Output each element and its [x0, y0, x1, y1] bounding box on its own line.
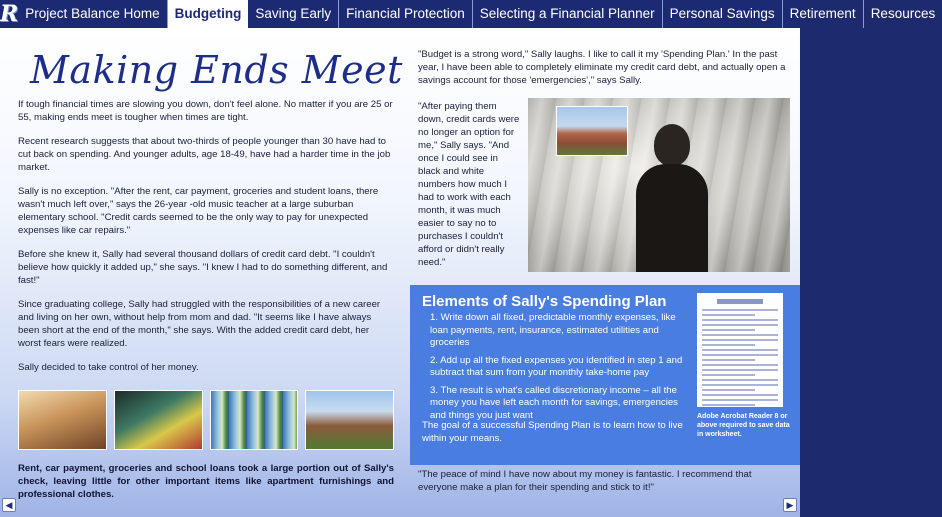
worksheet-line	[702, 384, 778, 386]
paragraph: Since graduating college, Sally had struggled with the responsibilities of a new career and living on her own, without help from mom and dad. "It seems like I have always been short at the end of the month," she says. With the added credit card debt, her worst fears were realized.	[18, 299, 381, 349]
apartment-photo	[18, 390, 107, 450]
paragraph: Recent research suggests that about two-thirds of people younger than 30 have had to cut back on spending. And younger adults, age 18-49, have had a harder time in the job market.	[18, 136, 391, 173]
nav-item-saving-early[interactable]: Saving Early	[248, 0, 339, 28]
adobe-reader-note: Adobe Acrobat Reader 8 or above required to save data in worksheet.	[697, 413, 790, 438]
silhouette-head	[654, 124, 690, 166]
worksheet-line	[702, 324, 778, 326]
plan-goal: The goal of a successful Spending Plan is to learn how to live within your means.	[422, 420, 683, 444]
plan-steps	[430, 312, 688, 427]
nav-item-selecting-planner[interactable]: Selecting a Financial Planner	[473, 0, 663, 28]
worksheet-line	[702, 334, 778, 336]
worksheet-line	[702, 359, 755, 361]
photo-caption: Rent, car payment, groceries and school loans took a large portion out of Sally's check, leaving little for other important items like apartment furnishings and professional clothes.	[18, 463, 394, 500]
campus-photo	[305, 390, 394, 450]
nav-item-budgeting[interactable]: Budgeting	[168, 0, 249, 28]
nav-items	[18, 0, 942, 28]
nav-item-personal-savings[interactable]: Personal Savings	[663, 0, 783, 28]
top-nav	[0, 0, 936, 28]
right-intro-quote: "Budget is a strong word," Sally laughs. I like to call it my 'Spending Plan.' In the past year, I have been able to completely eliminate my credit card debt, and actually open a savings account for those 'emergencies'," says Sally.	[418, 49, 786, 86]
right-narrow-quote: "After paying them down, credit cards were no longer an option for me," Sally says. "And once I could see in black and white numbers how much I had to work with each month, it was much easier to say no to purchases I couldn't afford or didn't really need."	[418, 101, 520, 268]
worksheet-line	[702, 314, 755, 316]
credit-cards-photo	[114, 390, 203, 450]
worksheet-line	[702, 374, 755, 376]
nav-item-resources[interactable]: Resources	[870, 6, 936, 21]
article-page	[0, 28, 800, 517]
grocery-store-photo	[210, 390, 299, 450]
plan-step: 3. The result is what's called discretionary income – all the money you have left each month for savings, emergencies and things you just want	[430, 384, 678, 421]
paragraph: Sally is no exception. "After the rent, car payment, groceries and student loans, there wasn't much left over," says the 26-year -old music teacher at a large suburban elementary school. "Credit cards seemed to be the only way to pay for unexpected expenses like car repairs."	[18, 186, 379, 236]
nav-item-home[interactable]: Project Balance Home	[18, 0, 167, 28]
school-building-photo	[556, 106, 628, 156]
site-logo[interactable]	[0, 0, 18, 28]
worksheet-line	[702, 404, 755, 406]
prev-page-arrow-icon[interactable]: ◀	[2, 498, 16, 512]
photo-strip	[18, 390, 394, 450]
nav-item-retirement[interactable]: Retirement	[783, 0, 864, 28]
plan-step: 1. Write down all fixed, predictable monthly expenses, like loan payments, rent, insurance, estimated utilities and groceries	[430, 312, 676, 348]
worksheet-line	[702, 344, 755, 346]
worksheet-line	[702, 369, 778, 371]
left-column	[18, 98, 394, 385]
next-page-arrow-icon[interactable]: ▶	[783, 498, 797, 512]
plan-step: 2. Add up all the fixed expenses you identified in step 1 and subtract that sum from your monthly take-home pay	[430, 354, 683, 378]
paragraph: If tough financial times are slowing you down, don't feel alone. No matter if you are 25 or 55, making ends meet is tougher when times are tight.	[18, 99, 393, 123]
paragraph: Before she knew it, Sally had several thousand dollars of credit card debt. "I couldn't believe how quickly it added up," she says. "I knew I had to do something different, and fast!"	[18, 249, 388, 286]
worksheet-line	[702, 354, 778, 356]
paragraph: Sally decided to take control of her money.	[18, 362, 199, 373]
worksheet-line	[702, 349, 778, 351]
worksheet-line	[702, 309, 778, 311]
worksheet-line	[702, 394, 778, 396]
spending-plan-box	[410, 285, 800, 465]
worksheet-line	[702, 319, 778, 321]
closing-quote: "The peace of mind I have now about my money is fantastic. I recommend that everyone make a plan for their spending and stick to it!"	[418, 469, 752, 493]
page-title: Making Ends Meet	[30, 48, 403, 92]
silhouette-body	[636, 164, 708, 272]
worksheet-line	[702, 364, 778, 366]
logo-letter: R	[0, 1, 19, 27]
plan-heading: Elements of Sally's Spending Plan	[422, 293, 667, 310]
worksheet-line	[702, 379, 778, 381]
worksheet-thumbnail[interactable]	[697, 293, 783, 407]
person-silhouette	[636, 124, 708, 272]
worksheet-line	[702, 329, 755, 331]
nav-item-financial-protection[interactable]: Financial Protection	[339, 0, 473, 28]
worksheet-line	[702, 399, 778, 401]
worksheet-line	[702, 339, 778, 341]
worksheet-line	[702, 389, 755, 391]
worksheet-title-bar	[717, 299, 763, 304]
